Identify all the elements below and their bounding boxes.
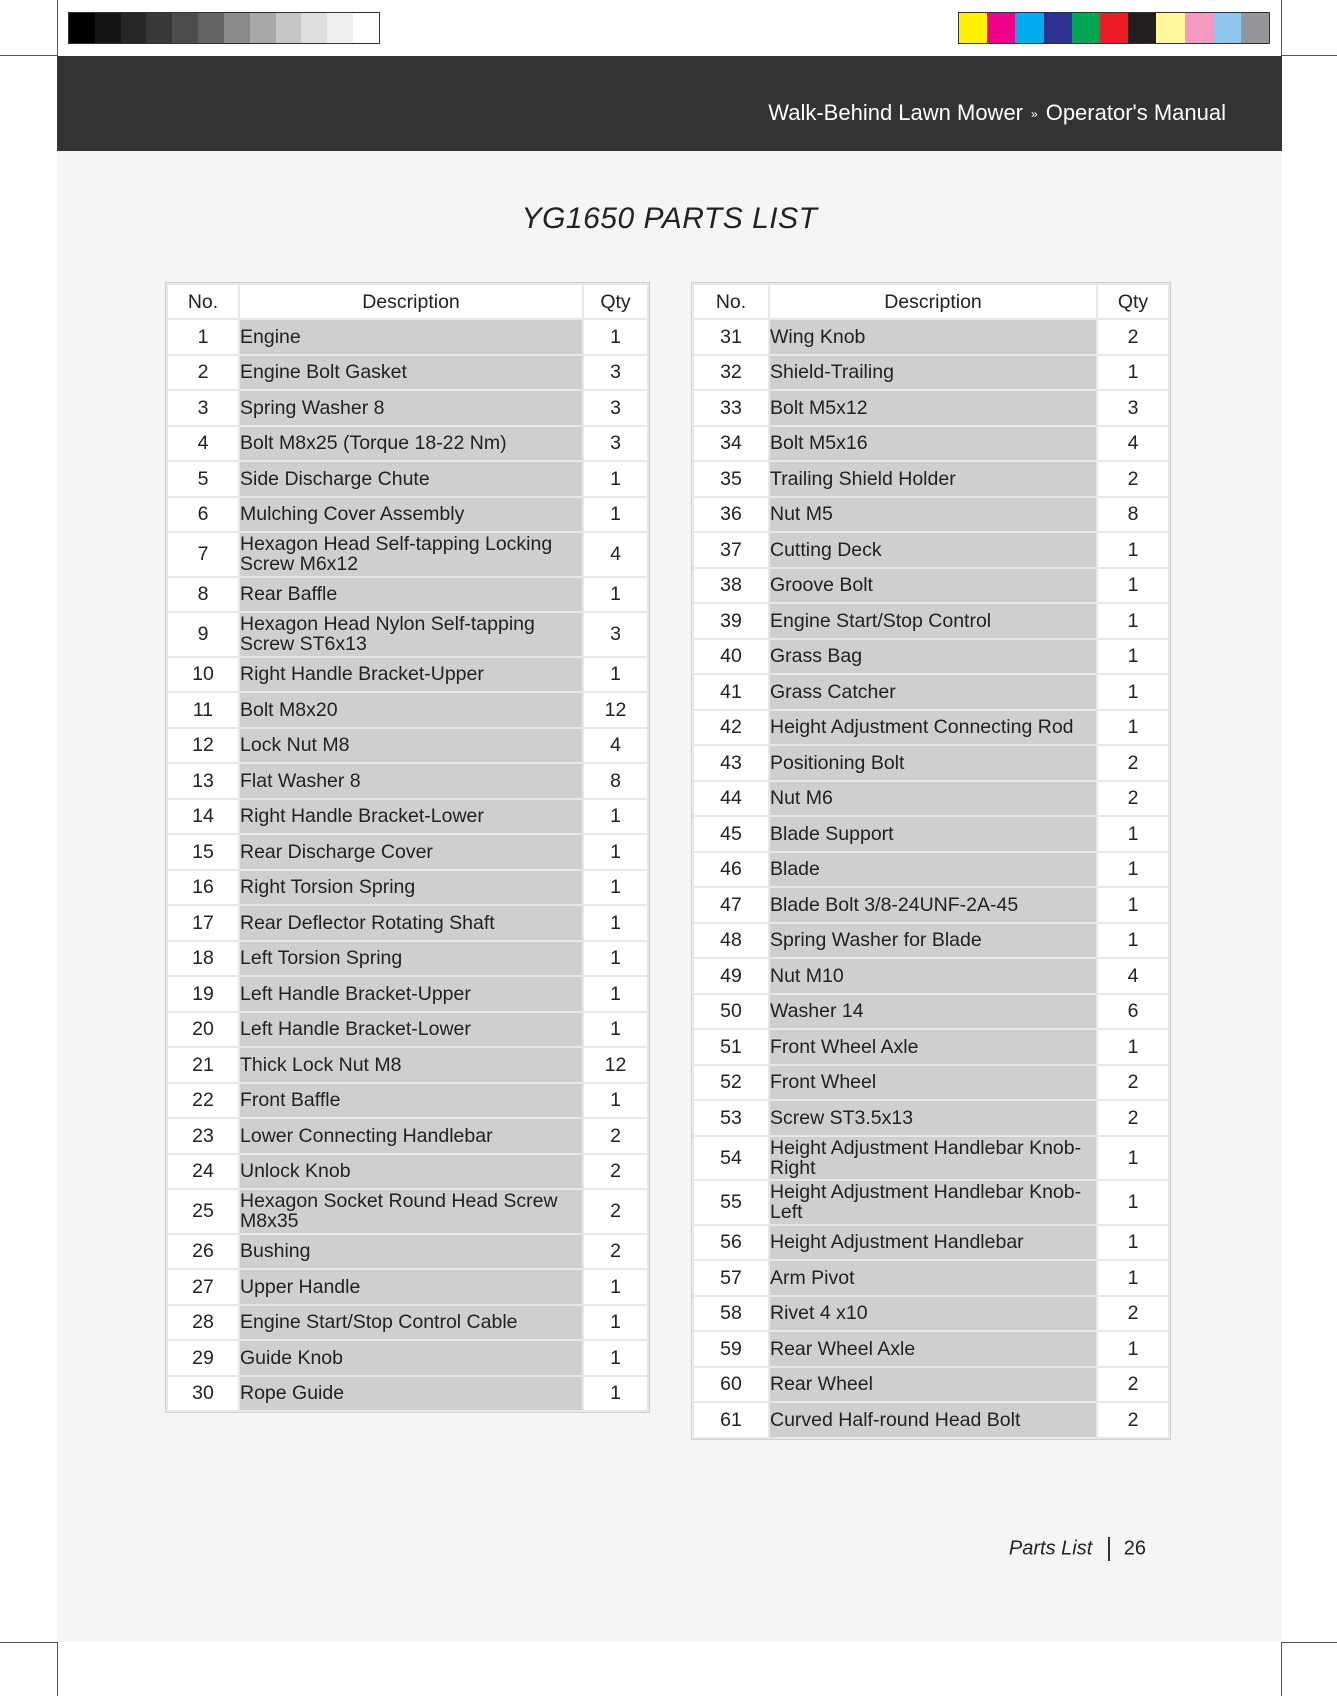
cell-description: Positioning Bolt (770, 746, 1096, 780)
cell-part-number: 21 (168, 1048, 238, 1082)
calibration-swatch (1128, 13, 1156, 43)
calibration-swatch (959, 13, 987, 43)
cell-description: Left Torsion Spring (240, 942, 582, 976)
cell-quantity: 2 (1098, 1403, 1168, 1437)
cell-quantity: 3 (584, 427, 647, 461)
cell-description: Bushing (240, 1235, 582, 1269)
page-footer (1009, 1537, 1146, 1561)
cell-description: Cutting Deck (770, 533, 1096, 567)
table-row (694, 640, 1168, 674)
table-row (694, 711, 1168, 745)
cell-quantity: 1 (584, 835, 647, 869)
table-row (694, 995, 1168, 1029)
cell-quantity: 1 (584, 462, 647, 496)
table-row (168, 1341, 647, 1375)
cell-quantity: 4 (1098, 959, 1168, 993)
cell-description: Upper Handle (240, 1270, 582, 1304)
table-row (694, 569, 1168, 603)
table-row (168, 906, 647, 940)
cell-part-number: 46 (694, 853, 768, 887)
cell-description: Groove Bolt (770, 569, 1096, 603)
cell-description: Trailing Shield Holder (770, 462, 1096, 496)
cell-part-number: 23 (168, 1119, 238, 1153)
cell-part-number: 42 (694, 711, 768, 745)
cell-quantity: 1 (584, 1377, 647, 1411)
cell-description: Blade Bolt 3/8-24UNF-2A-45 (770, 888, 1096, 922)
table-row (168, 356, 647, 390)
cell-description: Hexagon Head Nylon Self-tapping Screw ST6x13 (240, 613, 582, 656)
cell-quantity: 12 (584, 1048, 647, 1082)
cell-description: Bolt M5x12 (770, 391, 1096, 425)
cell-part-number: 8 (168, 578, 238, 612)
cell-quantity: 1 (1098, 1137, 1168, 1180)
table-row (168, 1306, 647, 1340)
table-row (694, 1226, 1168, 1260)
table-row (168, 800, 647, 834)
table-row (168, 1119, 647, 1153)
cell-part-number: 27 (168, 1270, 238, 1304)
cell-quantity: 2 (1098, 1066, 1168, 1100)
cell-part-number: 58 (694, 1297, 768, 1331)
table-row (694, 1368, 1168, 1402)
table-row (168, 1377, 647, 1411)
calibration-swatch (198, 13, 224, 43)
cell-quantity: 4 (584, 533, 647, 576)
cell-quantity: 1 (1098, 924, 1168, 958)
cell-part-number: 7 (168, 533, 238, 576)
cell-part-number: 57 (694, 1261, 768, 1295)
cell-description: Engine Bolt Gasket (240, 356, 582, 390)
table-row (168, 578, 647, 612)
table-row (168, 1048, 647, 1082)
table-row (694, 924, 1168, 958)
cell-description: Rivet 4 x10 (770, 1297, 1096, 1331)
cell-quantity: 3 (584, 391, 647, 425)
table-row (694, 1101, 1168, 1135)
page-title: YG1650 PARTS LIST (521, 202, 818, 235)
cell-part-number: 19 (168, 977, 238, 1011)
cell-quantity: 3 (584, 356, 647, 390)
cell-part-number: 24 (168, 1155, 238, 1189)
cell-description: Rear Discharge Cover (240, 835, 582, 869)
calibration-swatch (1044, 13, 1072, 43)
cell-part-number: 12 (168, 729, 238, 763)
cell-quantity: 1 (584, 578, 647, 612)
calibration-swatch (1185, 13, 1213, 43)
cell-description: Side Discharge Chute (240, 462, 582, 496)
manual-page (57, 56, 1282, 1642)
cell-part-number: 48 (694, 924, 768, 958)
cell-part-number: 45 (694, 817, 768, 851)
cell-quantity: 1 (1098, 1181, 1168, 1224)
crop-mark (1282, 1642, 1337, 1643)
cell-description: Left Handle Bracket-Lower (240, 1013, 582, 1047)
cell-quantity: 1 (584, 320, 647, 354)
cell-description: Rear Wheel Axle (770, 1332, 1096, 1366)
cell-part-number: 34 (694, 427, 768, 461)
header-separator: » (1031, 107, 1038, 121)
cell-description: Lock Nut M8 (240, 729, 582, 763)
calibration-swatch (224, 13, 250, 43)
cell-part-number: 28 (168, 1306, 238, 1340)
column-header-description: Description (240, 285, 582, 318)
header-manual-name: Operator's Manual (1045, 100, 1226, 125)
footer-divider (1108, 1537, 1110, 1561)
cell-description: Left Handle Bracket-Upper (240, 977, 582, 1011)
cell-description: Screw ST3.5x13 (770, 1101, 1096, 1135)
calibration-swatch (172, 13, 198, 43)
crop-mark (0, 1642, 57, 1643)
cell-quantity: 4 (1098, 427, 1168, 461)
table-row (694, 1403, 1168, 1437)
table-row (694, 462, 1168, 496)
table-row (694, 533, 1168, 567)
footer-section-name: Parts List (1008, 1537, 1093, 1560)
cell-quantity: 1 (584, 498, 647, 532)
table-row (168, 658, 647, 692)
table-row (694, 1332, 1168, 1366)
cell-quantity: 1 (584, 977, 647, 1011)
table-row (168, 693, 647, 727)
cell-part-number: 36 (694, 498, 768, 532)
cell-part-number: 4 (168, 427, 238, 461)
table-row (694, 1261, 1168, 1295)
crop-mark (1282, 55, 1337, 56)
cell-part-number: 51 (694, 1030, 768, 1064)
table-row (168, 1270, 647, 1304)
cell-quantity: 2 (584, 1190, 647, 1233)
cell-description: Engine Start/Stop Control (770, 604, 1096, 638)
cell-description: Rear Baffle (240, 578, 582, 612)
cell-description: Guide Knob (240, 1341, 582, 1375)
header-product-name: Walk-Behind Lawn Mower (768, 100, 1024, 125)
cell-part-number: 15 (168, 835, 238, 869)
cell-part-number: 5 (168, 462, 238, 496)
table-row (168, 729, 647, 763)
cell-part-number: 49 (694, 959, 768, 993)
cell-part-number: 44 (694, 782, 768, 816)
crop-mark (57, 0, 58, 56)
calibration-swatch (121, 13, 147, 43)
table-row (168, 1235, 647, 1269)
cell-description: Hexagon Head Self-tapping Locking Screw M6x12 (240, 533, 582, 576)
table-row (694, 1181, 1168, 1224)
cell-quantity: 3 (1098, 391, 1168, 425)
cell-quantity: 2 (1098, 782, 1168, 816)
calibration-swatch (987, 13, 1015, 43)
crop-mark (57, 1642, 58, 1696)
table-header-row (694, 285, 1168, 318)
cell-quantity: 2 (1098, 1368, 1168, 1402)
column-header-no: No. (168, 285, 238, 318)
cell-quantity: 1 (1098, 675, 1168, 709)
cell-description: Engine (240, 320, 582, 354)
cell-description: Front Baffle (240, 1084, 582, 1118)
cell-quantity: 2 (584, 1235, 647, 1269)
cell-quantity: 1 (584, 1341, 647, 1375)
cell-part-number: 50 (694, 995, 768, 1029)
cell-description: Blade (770, 853, 1096, 887)
table-row (694, 604, 1168, 638)
cell-part-number: 31 (694, 320, 768, 354)
calibration-swatch (1015, 13, 1043, 43)
cell-part-number: 30 (168, 1377, 238, 1411)
table-row (168, 977, 647, 1011)
cell-quantity: 1 (1098, 1226, 1168, 1260)
cell-quantity: 2 (1098, 746, 1168, 780)
cell-quantity: 8 (584, 764, 647, 798)
cell-part-number: 26 (168, 1235, 238, 1269)
crop-mark (1281, 1642, 1282, 1696)
cell-quantity: 1 (1098, 356, 1168, 390)
table-row (694, 817, 1168, 851)
cell-quantity: 1 (1098, 569, 1168, 603)
table-row (694, 391, 1168, 425)
cell-quantity: 1 (584, 871, 647, 905)
cell-quantity: 2 (1098, 320, 1168, 354)
cell-description: Height Adjustment Handlebar (770, 1226, 1096, 1260)
table-row (694, 782, 1168, 816)
cell-description: Right Handle Bracket-Lower (240, 800, 582, 834)
cell-description: Engine Start/Stop Control Cable (240, 1306, 582, 1340)
cell-description: Height Adjustment Connecting Rod (770, 711, 1096, 745)
cell-description: Unlock Knob (240, 1155, 582, 1189)
cell-part-number: 37 (694, 533, 768, 567)
cell-description: Arm Pivot (770, 1261, 1096, 1295)
cell-quantity: 2 (1098, 1101, 1168, 1135)
cell-part-number: 29 (168, 1341, 238, 1375)
cell-quantity: 1 (584, 1013, 647, 1047)
cell-part-number: 10 (168, 658, 238, 692)
cell-part-number: 16 (168, 871, 238, 905)
cell-description: Flat Washer 8 (240, 764, 582, 798)
cell-description: Bolt M8x20 (240, 693, 582, 727)
cell-quantity: 1 (1098, 817, 1168, 851)
calibration-swatch (1241, 13, 1269, 43)
cell-part-number: 40 (694, 640, 768, 674)
cell-part-number: 53 (694, 1101, 768, 1135)
cell-quantity: 4 (584, 729, 647, 763)
calibration-swatch (1100, 13, 1128, 43)
table-row (168, 1013, 647, 1047)
cell-description: Hexagon Socket Round Head Screw M8x35 (240, 1190, 582, 1233)
table-row (694, 1066, 1168, 1100)
cell-quantity: 1 (584, 800, 647, 834)
table-row (168, 835, 647, 869)
calibration-swatch (327, 13, 353, 43)
table-row (694, 320, 1168, 354)
cell-quantity: 12 (584, 693, 647, 727)
cell-quantity: 3 (584, 613, 647, 656)
calibration-swatch (276, 13, 302, 43)
cell-quantity: 2 (1098, 462, 1168, 496)
cell-part-number: 6 (168, 498, 238, 532)
cell-part-number: 9 (168, 613, 238, 656)
cell-part-number: 47 (694, 888, 768, 922)
cell-description: Rear Deflector Rotating Shaft (240, 906, 582, 940)
cell-quantity: 1 (1098, 888, 1168, 922)
cell-part-number: 33 (694, 391, 768, 425)
cell-part-number: 25 (168, 1190, 238, 1233)
cell-quantity: 1 (584, 1270, 647, 1304)
cell-description: Rope Guide (240, 1377, 582, 1411)
cell-description: Rear Wheel (770, 1368, 1096, 1402)
calibration-swatch (95, 13, 121, 43)
cell-quantity: 1 (584, 906, 647, 940)
cell-description: Height Adjustment Handlebar Knob-Left (770, 1181, 1096, 1224)
table-header-row (168, 285, 647, 318)
crop-mark (1281, 0, 1282, 56)
calibration-swatch (146, 13, 172, 43)
table-row (694, 853, 1168, 887)
cell-description: Washer 14 (770, 995, 1096, 1029)
table-row (694, 675, 1168, 709)
cell-description: Lower Connecting Handlebar (240, 1119, 582, 1153)
table-row (168, 391, 647, 425)
cell-part-number: 32 (694, 356, 768, 390)
table-row (694, 356, 1168, 390)
cell-part-number: 43 (694, 746, 768, 780)
table-row (694, 1030, 1168, 1064)
cell-quantity: 8 (1098, 498, 1168, 532)
color-calibration-bar (958, 12, 1270, 44)
cell-part-number: 61 (694, 1403, 768, 1437)
table-row (168, 613, 647, 656)
cell-description: Height Adjustment Handlebar Knob-Right (770, 1137, 1096, 1180)
page-number: 26 (1123, 1537, 1146, 1560)
cell-part-number: 22 (168, 1084, 238, 1118)
cell-part-number: 56 (694, 1226, 768, 1260)
cell-description: Blade Support (770, 817, 1096, 851)
table-row (694, 888, 1168, 922)
cell-description: Right Handle Bracket-Upper (240, 658, 582, 692)
table-row (168, 498, 647, 532)
table-row (168, 1084, 647, 1118)
table-row (694, 427, 1168, 461)
cell-part-number: 41 (694, 675, 768, 709)
cell-quantity: 6 (1098, 995, 1168, 1029)
cell-part-number: 14 (168, 800, 238, 834)
cell-part-number: 2 (168, 356, 238, 390)
cell-quantity: 2 (584, 1155, 647, 1189)
cell-quantity: 1 (1098, 533, 1168, 567)
cell-part-number: 59 (694, 1332, 768, 1366)
cell-description: Thick Lock Nut M8 (240, 1048, 582, 1082)
grayscale-calibration-bar (68, 12, 380, 44)
cell-part-number: 17 (168, 906, 238, 940)
table-row (168, 427, 647, 461)
column-header-no: No. (694, 285, 768, 318)
cell-description: Wing Knob (770, 320, 1096, 354)
calibration-swatch (250, 13, 276, 43)
cell-part-number: 20 (168, 1013, 238, 1047)
cell-part-number: 11 (168, 693, 238, 727)
cell-quantity: 2 (584, 1119, 647, 1153)
cell-description: Right Torsion Spring (240, 871, 582, 905)
cell-part-number: 3 (168, 391, 238, 425)
table-row (168, 871, 647, 905)
cell-description: Spring Washer for Blade (770, 924, 1096, 958)
calibration-swatch (301, 13, 327, 43)
cell-quantity: 1 (584, 1306, 647, 1340)
calibration-swatch (69, 13, 95, 43)
cell-description: Shield-Trailing (770, 356, 1096, 390)
table-row (168, 1190, 647, 1233)
cell-quantity: 1 (1098, 640, 1168, 674)
column-header-qty: Qty (1098, 285, 1168, 318)
table-row (694, 498, 1168, 532)
cell-part-number: 55 (694, 1181, 768, 1224)
header-breadcrumb (768, 100, 1226, 126)
cell-quantity: 1 (1098, 853, 1168, 887)
calibration-swatch (353, 13, 379, 43)
table-row (168, 1155, 647, 1189)
cell-part-number: 52 (694, 1066, 768, 1100)
table-row (168, 320, 647, 354)
cell-description: Grass Catcher (770, 675, 1096, 709)
cell-part-number: 54 (694, 1137, 768, 1180)
calibration-swatch (1072, 13, 1100, 43)
cell-description: Mulching Cover Assembly (240, 498, 582, 532)
table-row (168, 764, 647, 798)
cell-description: Front Wheel (770, 1066, 1096, 1100)
column-header-qty: Qty (584, 285, 647, 318)
cell-part-number: 18 (168, 942, 238, 976)
cell-part-number: 1 (168, 320, 238, 354)
cell-description: Nut M5 (770, 498, 1096, 532)
table-row (694, 746, 1168, 780)
cell-quantity: 1 (584, 942, 647, 976)
cell-description: Curved Half-round Head Bolt (770, 1403, 1096, 1437)
cell-part-number: 35 (694, 462, 768, 496)
cell-part-number: 13 (168, 764, 238, 798)
cell-description: Bolt M5x16 (770, 427, 1096, 461)
parts-table-left (165, 282, 650, 1413)
page-header (57, 56, 1282, 151)
column-header-description: Description (770, 285, 1096, 318)
cell-quantity: 2 (1098, 1297, 1168, 1331)
calibration-swatch (1156, 13, 1184, 43)
table-row (694, 1137, 1168, 1180)
cell-quantity: 1 (584, 1084, 647, 1118)
cell-part-number: 60 (694, 1368, 768, 1402)
table-row (694, 1297, 1168, 1331)
cell-part-number: 39 (694, 604, 768, 638)
cell-description: Bolt M8x25 (Torque 18-22 Nm) (240, 427, 582, 461)
cell-quantity: 1 (1098, 1030, 1168, 1064)
cell-quantity: 1 (1098, 711, 1168, 745)
crop-mark (0, 55, 57, 56)
calibration-swatch (1213, 13, 1241, 43)
cell-description: Nut M6 (770, 782, 1096, 816)
cell-quantity: 1 (1098, 1261, 1168, 1295)
cell-quantity: 1 (1098, 604, 1168, 638)
cell-description: Nut M10 (770, 959, 1096, 993)
cell-description: Spring Washer 8 (240, 391, 582, 425)
parts-table-right (691, 282, 1171, 1440)
table-row (694, 959, 1168, 993)
table-row (168, 533, 647, 576)
cell-description: Grass Bag (770, 640, 1096, 674)
table-row (168, 462, 647, 496)
table-row (168, 942, 647, 976)
cell-part-number: 38 (694, 569, 768, 603)
cell-quantity: 1 (1098, 1332, 1168, 1366)
cell-description: Front Wheel Axle (770, 1030, 1096, 1064)
cell-quantity: 1 (584, 658, 647, 692)
